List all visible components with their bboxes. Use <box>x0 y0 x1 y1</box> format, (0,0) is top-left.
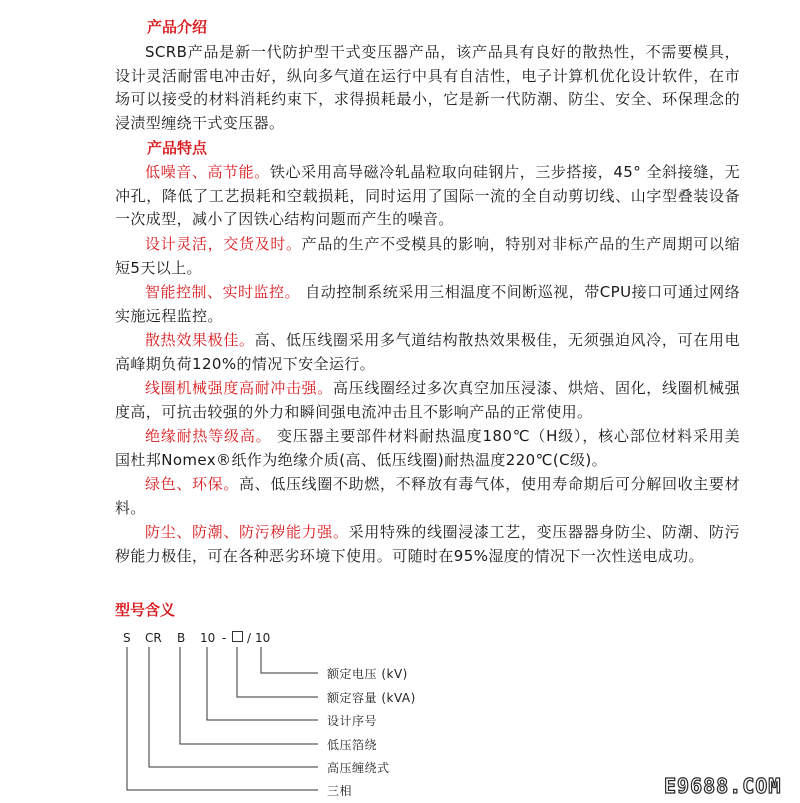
feature-highlight: 散热效果极佳。 <box>145 331 255 349</box>
feature-text: 变压器主要部件材料耐热温度180℃（H级），核心部位材料采用美国杜邦Nomex®纸作为绝缘介质(高、低压线圈)耐热温度220℃(C级)。 <box>115 427 740 469</box>
feature-highlight: 低噪音、高节能。 <box>145 163 270 181</box>
feature-highlight: 绝缘耐热等级高。 <box>145 427 272 445</box>
label-hv-wound: 高压缠绕式 <box>327 761 390 775</box>
code-s: S <box>123 631 131 645</box>
feature-highlight: 绿色、环保。 <box>145 475 239 493</box>
feature-text: 产品的生产不受模具的影响，特别对非标产品的生产周期可以缩短5天以上。 <box>115 235 740 277</box>
intro-paragraph: SCRB产品是新一代防护型干式变压器产品，该产品具有良好的散热性，不需要模具，设计灵活耐雷电冲击好，纵向多气道在运行中具有自洁性，电子计算机优化设计软件，在市场可以接受的材料消耗约束下，求得损耗最小，它是新一代防潮、防尘、安全、环保理念的浸渍型缠绕干式变压器。 <box>115 43 740 133</box>
feature-text: 采用特殊的线圈浸漆工艺，变压器器身防尘、防潮、防污秽能力极佳，可在各种恶劣环境下使用。可随时在95%湿度的情况下一次性送电成功。 <box>115 523 740 565</box>
label-rated-capacity: 额定容量 (kVA) <box>327 691 416 705</box>
feature-text: 自动控制系统采用三相温度不间断巡视，带CPU接口可通过网络实施远程监控。 <box>115 283 740 325</box>
feature-text: 高压线圈经过多次真空加压浸漆、烘焙、固化，线圈机械强度高，可抗击较强的外力和瞬间强电流冲击且不影响产品的正常使用。 <box>115 379 740 421</box>
feature-highlight: 智能控制、实时监控。 <box>145 283 301 301</box>
feature-text: 高、低压线圈不助燃，不释放有毒气体，使用寿命期后可分解回收主要材料。 <box>115 475 740 517</box>
feature-highlight: 线圈机械强度高耐冲击强。 <box>145 379 333 397</box>
label-rated-voltage: 额定电压 (kV) <box>327 667 408 681</box>
feature-highlight: 防尘、防潮、防污秽能力强。 <box>145 523 349 541</box>
code-b: B <box>177 631 186 645</box>
intro-title: 产品介绍 <box>147 18 208 36</box>
code-slash: / <box>247 631 252 645</box>
feature-highlight: 设计灵活，交货及时。 <box>145 235 302 253</box>
code-cr: CR <box>145 631 162 645</box>
code-ten: 10 <box>200 631 216 645</box>
code-dash: - <box>222 631 227 645</box>
label-design-number: 设计序号 <box>327 714 378 728</box>
feature-text: 铁心采用高导磁冷轧晶粒取向硅钢片，三步搭接，45° 全斜接缝，无冲孔，降低了工艺损耗和空载损耗，同时运用了国际一流的全自动剪切线、山字型叠装设备一次成型，减小了因铁心结构问题而产生的噪音。 <box>115 163 740 229</box>
features-title: 产品特点 <box>147 139 208 157</box>
model-title: 型号含义 <box>115 601 176 619</box>
code-volt: 10 <box>255 631 271 645</box>
feature-text: 高、低压线圈采用多气道结构散热效果极佳，无须强迫风冷，可在用电高峰期负荷120%的情况下安全运行。 <box>115 331 740 373</box>
label-lv-foil: 低压箔绕 <box>327 738 378 752</box>
label-three-phase: 三相 <box>327 784 353 798</box>
watermark-logo: E9688.COM <box>664 774 782 798</box>
